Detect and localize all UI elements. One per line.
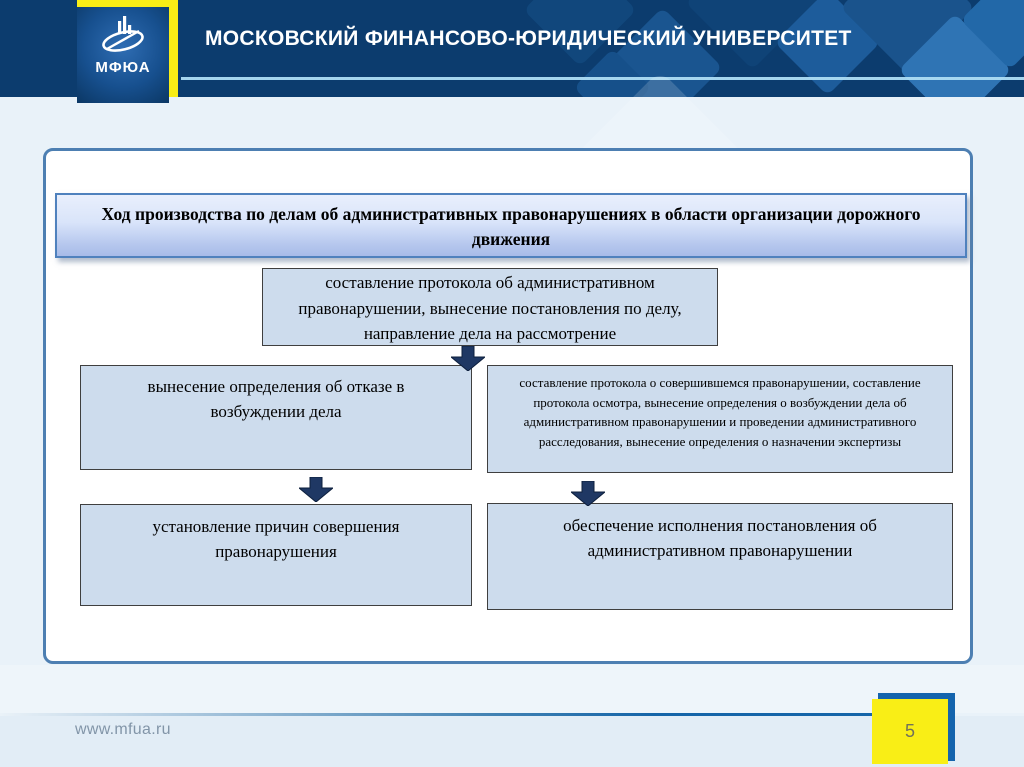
footer-divider-line	[0, 713, 872, 716]
flow-box-enforcement: обеспечение исполнения постановления об административном правонарушении	[487, 503, 953, 610]
down-arrow-icon	[571, 481, 605, 506]
header-divider-line	[181, 77, 1024, 80]
down-arrow-icon	[299, 477, 333, 502]
diagram-title: Ход производства по делам об административных правонарушениях в области организации дорожного движения	[55, 193, 967, 258]
flow-box-refusal-ruling: вынесение определения об отказе в возбуждении дела	[80, 365, 472, 470]
flow-box-investigation: составление протокола о совершившемся правонарушении, составление протокола осмотра, вынесение определения о возбуждении дела об административном правонарушении и проведении административного расследования, вынесение определения о назначении экспертизы	[487, 365, 953, 473]
mfua-emblem-icon	[97, 15, 149, 57]
down-arrow-icon	[451, 346, 485, 371]
website-url: www.mfua.ru	[75, 721, 171, 738]
university-name: МОСКОВСКИЙ ФИНАНСОВО-ЮРИДИЧЕСКИЙ УНИВЕРСИТЕТ	[205, 26, 852, 50]
logo-text: МФЮА	[95, 59, 151, 76]
logo-block	[77, 0, 178, 103]
page-number-badge	[872, 699, 948, 764]
page-number: 5	[904, 721, 915, 741]
flow-box-protocol-drafting: составление протокола об административном правонарушении, вынесение постановления по делу, направление дела на рассмотрение	[262, 268, 718, 346]
flow-box-cause-determination: установление причин совершения правонарушения	[80, 504, 472, 606]
footer-band	[0, 665, 1024, 713]
logo	[77, 7, 169, 103]
